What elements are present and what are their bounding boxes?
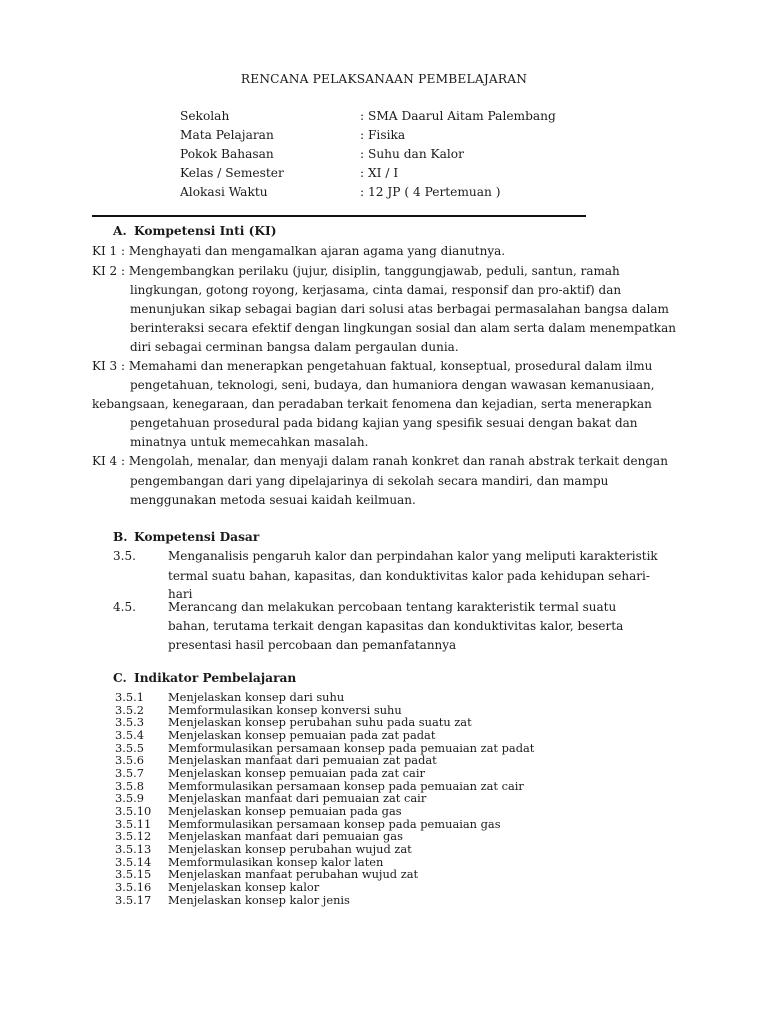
ki-line: lingkungan, gotong royong, kerjasama, cinta damai, responsif dan pro-aktif) dan <box>130 283 622 297</box>
ki-line: pengetahuan prosedural pada bidang kajian yang spesifik sesuai dengan bakat dan <box>130 416 638 430</box>
section-c-letter: C. <box>113 671 127 685</box>
ki-line: KI 3 : Memahami dan menerapkan pengetahuan faktual, konseptual, prosedural dalam ilmu <box>92 359 653 373</box>
ki-line: menunjukan sikap sebagai bagian dari solusi atas berbagai permasalahan bangsa dalam <box>130 302 669 316</box>
indicator-code: 3.5.14 <box>115 855 152 869</box>
indicator-text: Menjelaskan konsep perubahan suhu pada suatu zat <box>168 715 472 729</box>
kd-line: hari <box>168 587 193 601</box>
indicator-text: Menjelaskan konsep pemuaian pada zat cair <box>168 766 425 780</box>
indicator-text: Memformulasikan persamaan konsep pada pemuaian gas <box>168 817 501 831</box>
indicator-code: 3.5.12 <box>115 829 152 843</box>
indicator-code: 3.5.8 <box>115 779 144 793</box>
info-value-pokok-bahasan: : Suhu dan Kalor <box>360 147 464 161</box>
indicator-code: 3.5.9 <box>115 791 144 805</box>
indicator-code: 3.5.13 <box>115 842 152 856</box>
kd-line: Menganalisis pengaruh kalor dan perpindahan kalor yang meliputi karakteristik <box>168 549 658 563</box>
indicator-text: Memformulasikan konsep kalor laten <box>168 855 384 869</box>
indicator-code: 3.5.4 <box>115 728 144 742</box>
ki-line: berinteraksi secara efektif dengan lingkungan sosial dan alam serta dalam menempatkan <box>130 321 676 335</box>
indicator-code: 3.5.11 <box>115 817 152 831</box>
indicator-code: 3.5.2 <box>115 703 144 717</box>
kd-code: 3.5. <box>113 549 136 563</box>
indicator-code: 3.5.5 <box>115 741 144 755</box>
indicator-code: 3.5.15 <box>115 867 152 881</box>
info-label-sekolah: Sekolah <box>180 109 230 123</box>
ki-line: pengembangan dari yang dipelajarinya di sekolah secara mandiri, dan mampu <box>130 474 609 488</box>
ki-line: KI 2 : Mengembangkan perilaku (jujur, disiplin, tanggungjawab, peduli, santun, ramah <box>92 264 620 278</box>
indicator-text: Memformulasikan persamaan konsep pada pemuaian zat cair <box>168 779 524 793</box>
indicator-text: Menjelaskan manfaat dari pemuaian gas <box>168 829 403 843</box>
ki-line: pengetahuan, teknologi, seni, budaya, dan humaniora dengan wawasan kemanusiaan, <box>130 378 655 392</box>
info-label-kelas-semester: Kelas / Semester <box>180 166 284 180</box>
section-b-letter: B. <box>113 530 128 544</box>
indicator-text: Menjelaskan konsep pemuaian pada zat padat <box>168 728 436 742</box>
kd-code: 4.5. <box>113 600 136 614</box>
indicator-text: Menjelaskan manfaat dari pemuaian zat cair <box>168 791 427 805</box>
info-value-mata-pelajaran: : Fisika <box>360 128 406 142</box>
info-label-pokok-bahasan: Pokok Bahasan <box>180 147 274 161</box>
indicator-code: 3.5.3 <box>115 715 144 729</box>
info-value-sekolah: : SMA Daarul Aitam Palembang <box>360 109 556 123</box>
ki-line: kebangsaan, kenegaraan, dan peradaban terkait fenomena dan kejadian, serta menerapkan <box>92 397 652 411</box>
section-c-heading <box>113 671 296 685</box>
ki-line: KI 1 : Menghayati dan mengamalkan ajaran agama yang dianutnya. <box>92 244 506 258</box>
horizontal-divider <box>92 215 586 217</box>
section-a-heading <box>113 224 277 238</box>
info-label-alokasi-waktu: Alokasi Waktu <box>180 185 268 199</box>
section-b-title: Kompetensi Dasar <box>134 530 260 544</box>
info-value-alokasi-waktu: : 12 JP ( 4 Pertemuan ) <box>360 185 501 199</box>
kd-line: presentasi hasil percobaan dan pemanfatannya <box>168 638 457 652</box>
section-a-title: Kompetensi Inti (KI) <box>134 224 277 238</box>
indicator-text: Menjelaskan manfaat dari pemuaian zat padat <box>168 753 437 767</box>
section-a-letter: A. <box>113 224 127 238</box>
kd-line: Merancang dan melakukan percobaan tentang karakteristik termal suatu <box>168 600 617 614</box>
ki-line: KI 4 : Mengolah, menalar, dan menyaji dalam ranah konkret dan ranah abstrak terkait dengan <box>92 454 668 468</box>
indicator-code: 3.5.17 <box>115 893 152 907</box>
indicator-text: Menjelaskan konsep kalor jenis <box>168 893 350 907</box>
kd-line: bahan, terutama terkait dengan kapasitas dan konduktivitas kalor, beserta <box>168 619 624 633</box>
ki-line: minatnya untuk memecahkan masalah. <box>130 435 369 449</box>
document-title: RENCANA PELAKSANAAN PEMBELAJARAN <box>240 72 528 86</box>
indicator-code: 3.5.1 <box>115 690 144 704</box>
ki-line: diri sebagai cerminan bangsa dalam pergaulan dunia. <box>130 340 459 354</box>
indicator-code: 3.5.7 <box>115 766 144 780</box>
section-c-title: Indikator Pembelajaran <box>134 671 297 685</box>
indicator-text: Menjelaskan konsep kalor <box>168 880 320 894</box>
kd-line: termal suatu bahan, kapasitas, dan konduktivitas kalor pada kehidupan sehari- <box>168 569 650 583</box>
indicator-text: Menjelaskan konsep pemuaian pada gas <box>168 804 402 818</box>
indicator-text: Menjelaskan konsep dari suhu <box>168 690 345 704</box>
section-b-heading <box>113 530 259 544</box>
indicator-text: Memformulasikan persamaan konsep pada pemuaian zat padat <box>168 741 535 755</box>
indicator-code: 3.5.16 <box>115 880 152 894</box>
indicator-text: Menjelaskan manfaat perubahan wujud zat <box>168 867 419 881</box>
info-label-mata-pelajaran: Mata Pelajaran <box>180 128 274 142</box>
info-value-kelas-semester: : XI / I <box>360 166 399 180</box>
indicator-text: Menjelaskan konsep perubahan wujud zat <box>168 842 412 856</box>
indicator-code: 3.5.6 <box>115 753 144 767</box>
ki-line: menggunakan metoda sesuai kaidah keilmuan. <box>130 493 416 507</box>
indicator-code: 3.5.10 <box>115 804 152 818</box>
indicator-text: Memformulasikan konsep konversi suhu <box>168 703 402 717</box>
